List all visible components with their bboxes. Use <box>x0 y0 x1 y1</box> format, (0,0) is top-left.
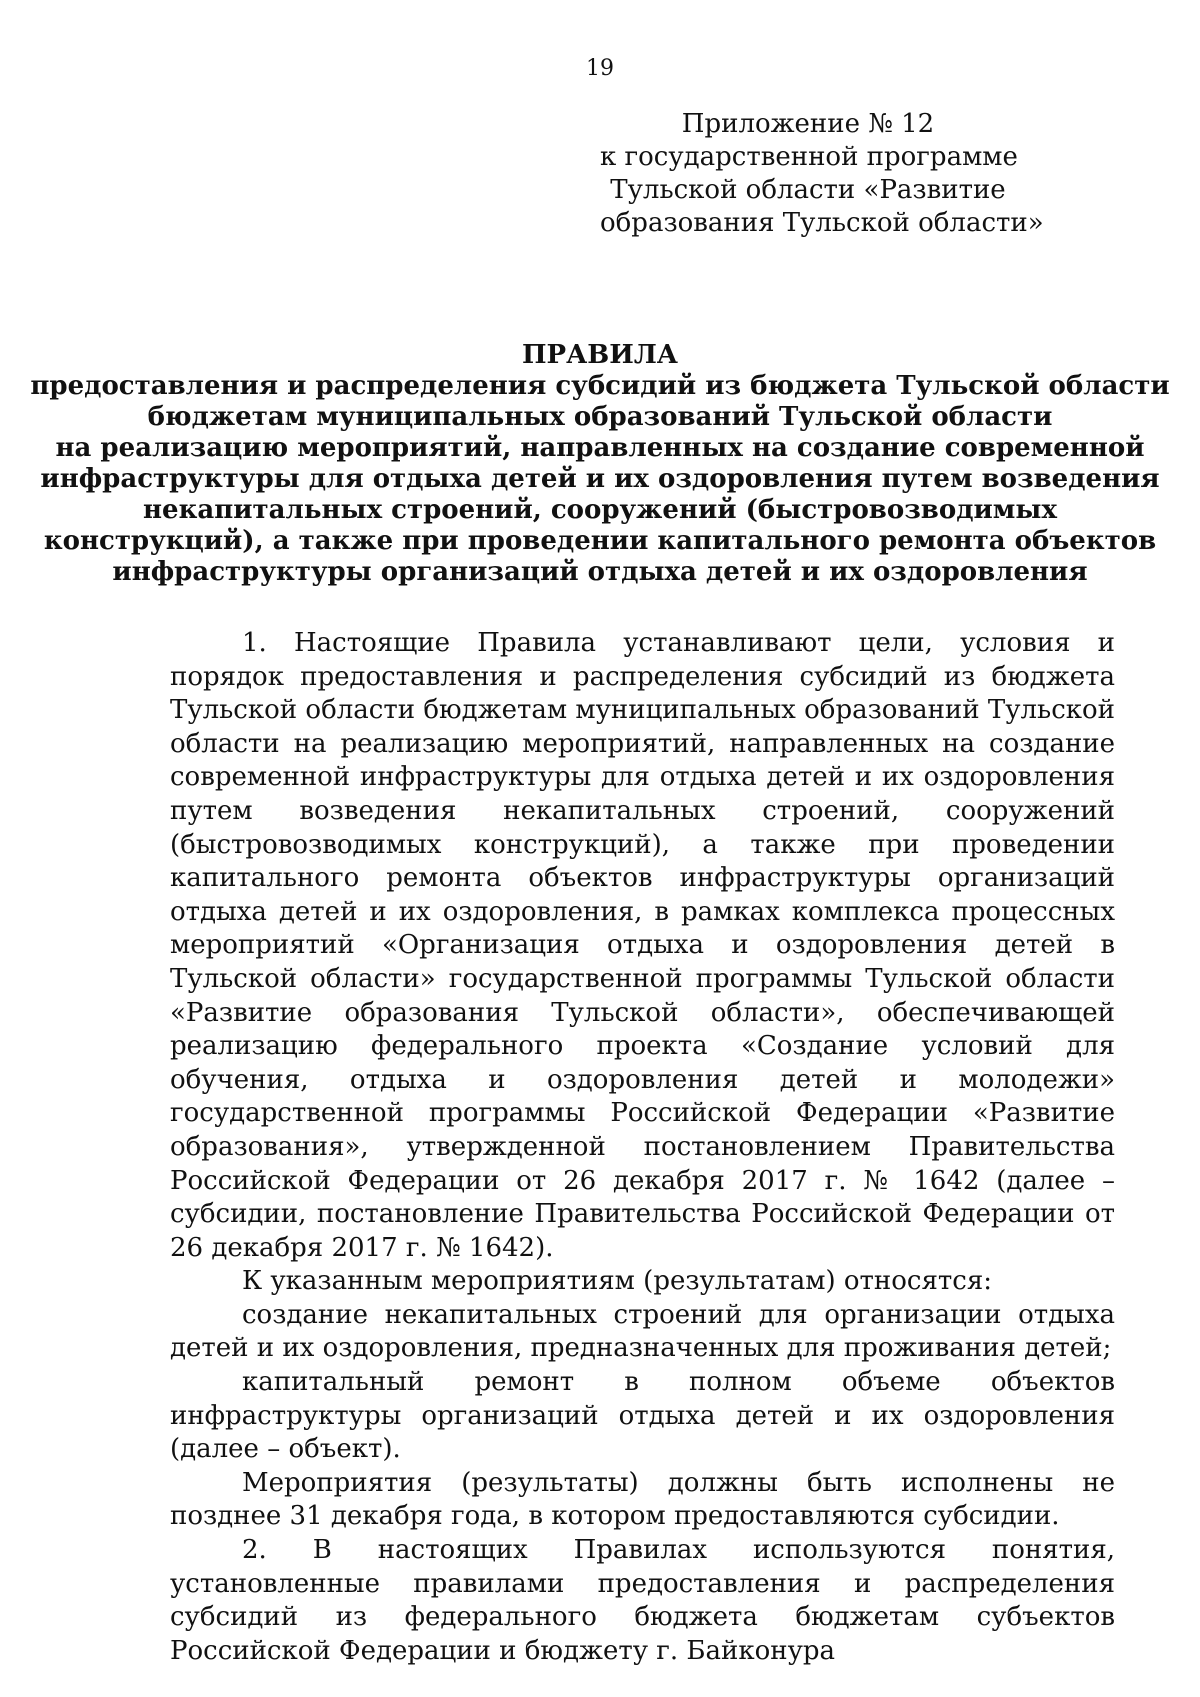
appendix-line: Тульской области «Развитие <box>610 175 1006 205</box>
paragraph-measure-construction: создание некапитальных строений для организации отдыха детей и их оздоровления, предназначенных для проживания детей; <box>170 1299 1115 1364</box>
title-line: инфраструктуры для отдыха детей и их оздоровления путем возведения <box>40 464 1160 494</box>
title-line: некапитальных строений, сооружений (быстровозводимых <box>143 495 1057 525</box>
paragraph-1: 1. Настоящие Правила устанавливают цели, условия и порядок предоставления и распределения субсидий из бюджета Тульской области бюджетам муниципальных образований Тульской области на реализацию мероприятий, направленных на создание современной инфраструктуры для отдыха детей и их оздоровления путем возведения некапитальных строений, сооружений (быстровозводимых конструкций), а также при проведении капитального ремонта объектов инфраструктуры организаций отдыха детей и их оздоровления, в рамках комплекса процессных мероприятий «Организация отдыха и оздоровления детей в Тульской области» государственной программы Тульской области «Развитие образования Тульской области», обеспечивающей реализацию федерального проекта «Создание условий для обучения, отдыха и оздоровления детей и молодежи» государственной программы Российской Федерации «Развитие образования», утвержденной постановлением Правительства Российской Федерации от 26 декабря 2017 г. № 1642 (далее – субсидии, постановление Правительства Российской Федерации от 26 декабря 2017 г. № 1642). <box>170 628 1115 1263</box>
appendix-line: к государственной программе <box>600 142 1018 172</box>
paragraph-measures-intro: К указанным мероприятиям (результатам) относятся: <box>242 1266 992 1297</box>
document-title <box>0 340 1200 588</box>
page-number: 19 <box>586 56 614 81</box>
paragraph-measure-repair: капитальный ремонт в полном объеме объектов инфраструктуры организаций отдыха детей и их оздоровления (далее – объект). <box>170 1367 1115 1465</box>
paragraph-deadline: Мероприятия (результаты) должны быть исполнены не позднее 31 декабря года, в котором предоставляются субсидии. <box>170 1467 1115 1532</box>
title-line: предоставления и распределения субсидий из бюджета Тульской области <box>30 371 1170 401</box>
title-line: конструкций), а также при проведении капитального ремонта объектов <box>43 526 1157 556</box>
appendix-block <box>600 108 1044 240</box>
document-body <box>170 627 1115 1668</box>
title-line: на реализацию мероприятий, направленных на создание современной <box>55 433 1145 463</box>
paragraph-2: 2. В настоящих Правилах используются понятия, установленные правилами предоставления и распределения субсидий из федерального бюджета бюджетам субъектов Российской Федерации и бюджету г. Байконура <box>170 1535 1115 1666</box>
title-line: бюджетам муниципальных образований Тульской области <box>147 402 1053 432</box>
appendix-line: Приложение № 12 <box>681 109 935 139</box>
appendix-line: образования Тульской области» <box>600 208 1044 238</box>
title-heading: ПРАВИЛА <box>522 340 678 370</box>
title-line: инфраструктуры организаций отдыха детей и их оздоровления <box>112 557 1088 587</box>
